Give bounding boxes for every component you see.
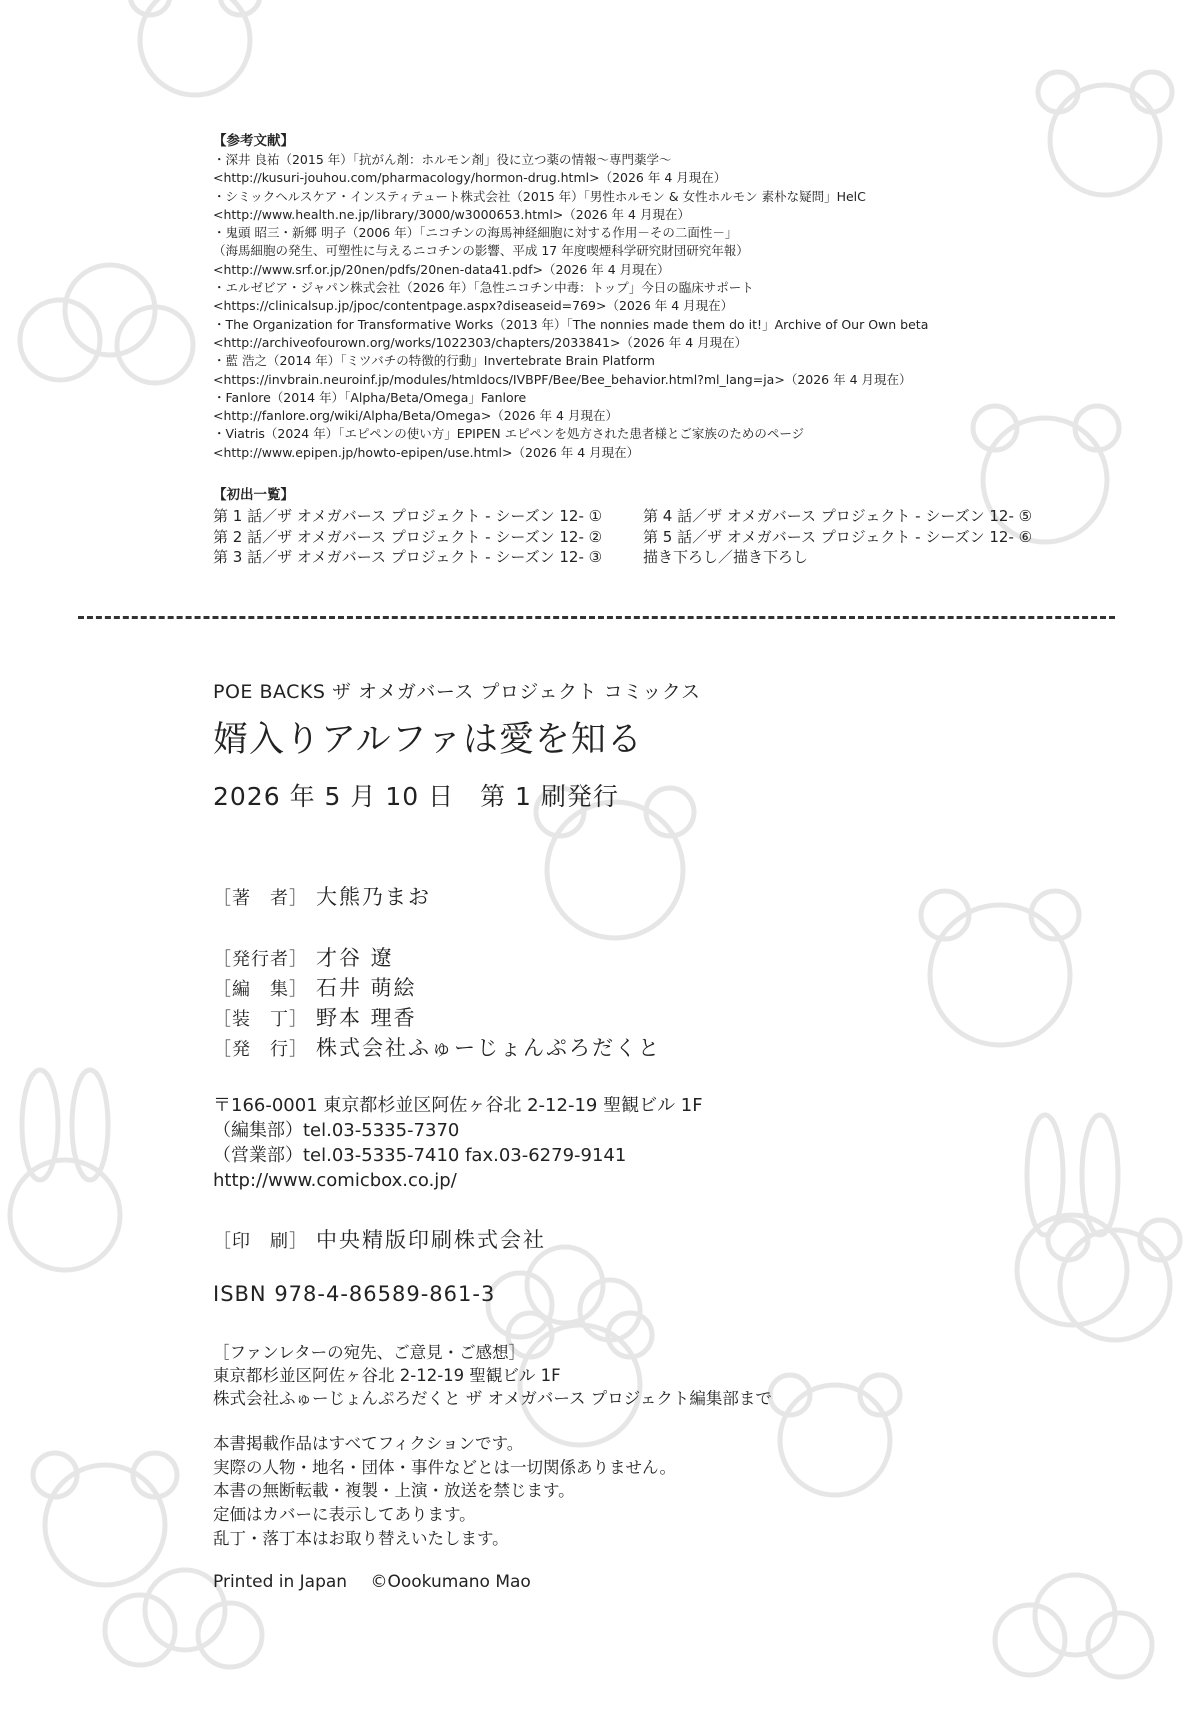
references-section [213,132,1113,462]
dashed-divider [78,616,1115,619]
first-appearances-heading: 【初出一覧】 [213,487,294,503]
first-appearance-item: 第 1 話／ザ オメガバース プロジェクト - シーズン 12- ① [213,507,603,525]
series-label: POE BACKS ザ オメガバース プロジェクト コミックス [213,681,701,703]
first-appearance-item: 第 4 話／ザ オメガバース プロジェクト - シーズン 12- ⑤ [643,507,1033,525]
credit-printer [213,1224,546,1254]
legal-notice [213,1432,676,1551]
reference-line: <http://kusuri-jouhou.com/pharmacology/hormon-drug.html>（2026 年 4 月現在） [213,170,727,186]
reference-line: ・The Organization for Transformative Works（2013 年）「The nonnies made them do it!」Archive of Our Own beta [213,316,929,332]
reference-line: ・Viatris（2024 年）「エピペンの使い方」EPIPEN エピペンを処方された患者様とご家族のためのページ [213,426,805,442]
references-heading: 【参考文献】 [213,133,294,149]
credit-role: ［編 集］ [213,979,308,1000]
credit-author [213,881,431,911]
reference-line: <https://invbrain.neuroinf.jp/modules/htmldocs/IVBPF/Bee/Bee_behavior.html?ml_lang=ja>（2026 年 4 月現在） [213,371,912,387]
credit-name: 株式会社ふゅーじょんぷろだくと [316,1036,661,1060]
credit-role: ［著 者］ [213,888,308,909]
address-line: （編集部）tel.03-5335-7370 [213,1120,460,1141]
credit-designer [213,1002,417,1032]
reference-line: <http://www.srf.or.jp/20nen/pdfs/20nen-data41.pdf>（2026 年 4 月現在） [213,261,670,277]
fan-mail-line: 株式会社ふゅーじょんぷろだくと ザ オメガバース プロジェクト編集部まで [213,1389,772,1408]
credit-name: 大熊乃まお [316,885,431,909]
address-line: http://www.comicbox.co.jp/ [213,1170,457,1191]
footer [213,1572,549,1592]
reference-line: ・藍 浩之（2014 年）「ミツバチの特徴的行動」Invertebrate Brain Platform [213,353,655,369]
publication-date: 2026 年 5 月 10 日 第 1 刷発行 [213,782,619,811]
reference-line: （海馬細胞の発生、可塑性に与えるニコチンの影響、平成 17 年度喫煙科学研究財団研究年報） [213,243,749,259]
printed-in-label: Printed in Japan [213,1572,348,1592]
reference-line: <http://www.epipen.jp/howto-epipen/use.html>（2026 年 4 月現在） [213,444,640,460]
reference-line: <http://www.health.ne.jp/library/3000/w3000653.html>（2026 年 4 月現在） [213,206,690,222]
reference-line: ・鬼頭 昭三・新郷 明子（2006 年）「ニコチンの海馬神経細胞に対する作用－その二面性－」 [213,225,738,241]
credit-role: ［装 丁］ [213,1009,308,1030]
notice-line: 本書掲載作品はすべてフィクションです。 [213,1434,524,1453]
address-line: 〒166-0001 東京都杉並区阿佐ヶ谷北 2-12-19 聖観ビル 1F [213,1095,703,1116]
first-appearance-item: 第 3 話／ザ オメガバース プロジェクト - シーズン 12- ③ [213,548,603,566]
reference-line: <https://clinicalsup.jp/jpoc/contentpage.aspx?diseaseid=769>（2026 年 4 月現在） [213,298,734,314]
isbn: ISBN 978-4-86589-861-3 [213,1282,496,1306]
credit-publisher-person [213,942,394,972]
credit-name: 石井 萌絵 [316,976,417,1000]
credit-role: ［発 行］ [213,1039,308,1060]
book-title: 婿入りアルファは愛を知る [213,720,643,760]
address-line: （営業部）tel.03-5335-7410 fax.03-6279-9141 [213,1145,627,1166]
first-appearance-item: 描き下ろし／描き下ろし [643,548,809,566]
copyright-label: ©Oookumano Mao [370,1572,531,1592]
first-appearances-section [213,486,1113,568]
fan-mail-address [213,1341,772,1410]
publisher-address [213,1093,703,1193]
notice-line: 定価はカバーに表示してあります。 [213,1505,476,1525]
notice-line: 本書の無断転載・複製・上演・放送を禁じます。 [213,1481,575,1501]
fan-mail-line: ［ファンレターの宛先、ご意見・ご感想］ [213,1343,526,1362]
credit-name: 才谷 遼 [316,946,394,970]
reference-line: ・深井 良祐（2015 年）「抗がん剤：ホルモン剤」役に立つ薬の情報～専門薬学～ [213,152,672,167]
credit-role: ［発行者］ [213,949,308,970]
notice-line: 乱丁・落丁本はお取り替えいたします。 [213,1528,509,1548]
credit-name: 野本 理香 [316,1006,417,1030]
reference-line: ・Fanlore（2014 年）「Alpha/Beta/Omega」Fanlore [213,389,527,405]
reference-line: <http://archiveofourown.org/works/1022303/chapters/2033841>（2026 年 4 月現在） [213,334,748,350]
notice-line: 実際の人物・地名・団体・事件などとは一切関係ありません。 [213,1457,676,1477]
credit-name: 中央精版印刷株式会社 [316,1228,546,1252]
reference-line: ・シミックヘルスケア・インスティテュート株式会社（2015 年）「男性ホルモン & 女性ホルモン 素朴な疑問」HelC [213,188,866,204]
first-appearance-item: 第 2 話／ザ オメガバース プロジェクト - シーズン 12- ② [213,527,603,546]
first-appearance-item: 第 5 話／ザ オメガバース プロジェクト - シーズン 12- ⑥ [643,527,1033,546]
reference-line: ・エルゼビア・ジャパン株式会社（2026 年）「急性ニコチン中毒：トップ」今日の臨床サポート [213,280,754,296]
credit-role: ［印 刷］ [213,1231,308,1252]
credit-editor [213,972,417,1002]
fan-mail-line: 東京都杉並区阿佐ヶ谷北 2-12-19 聖観ビル 1F [213,1366,561,1385]
reference-line: <http://fanlore.org/wiki/Alpha/Beta/Omega>（2026 年 4 月現在） [213,408,618,424]
credit-publisher [213,1032,661,1062]
